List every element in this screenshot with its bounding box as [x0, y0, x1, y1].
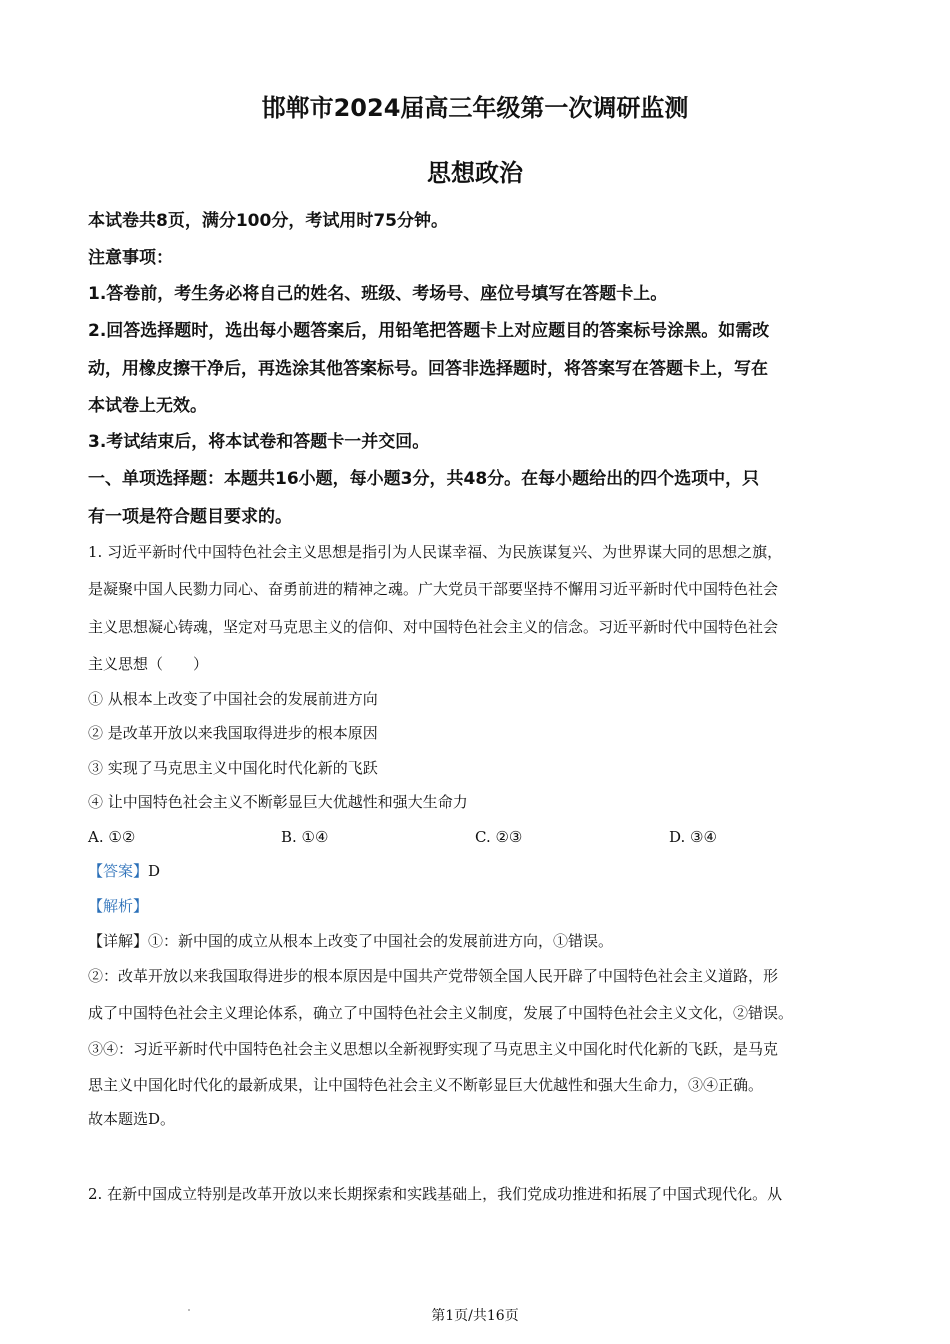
q1-option-b: B. ①④ [281, 828, 329, 846]
q1-option-c: C. ②③ [475, 828, 523, 846]
notice-item-2-line-1: 2.回答选择题时，选出每小题答案后，用铅笔把答题卡上对应题目的答案标号涂黑。如需改 [88, 321, 770, 341]
q1-conclusion: 故本题选D。 [88, 1110, 176, 1128]
exam-summary: 本试卷共8页，满分100分，考试用时75分钟。 [88, 211, 448, 231]
exam-title: 邯郸市2024届高三年级第一次调研监测 [261, 94, 689, 122]
q1-statement: ① 从根本上改变了中国社会的发展前进方向 [88, 690, 378, 708]
q1-detail-line-5: 思主义中国化时代化的最新成果，让中国特色社会主义不断彰显巨大优越性和强大生命力，③④正确。 [88, 1076, 764, 1094]
notice-item-2-line-3: 本试卷上无效。 [88, 396, 207, 416]
answer-tag: 【答案】 [88, 862, 149, 880]
subject-title: 思想政治 [427, 159, 523, 187]
q1-detail-line-4: ③④：习近平新时代中国特色社会主义思想以全新视野实现了马克思主义中国化时代化新的飞跃，是马克 [88, 1040, 779, 1058]
q1-answer [88, 860, 878, 882]
q1-statement: ④ 让中国特色社会主义不断彰显巨大优越性和强大生命力 [88, 793, 468, 811]
q1-detail-line-3: 成了中国特色社会主义理论体系，确立了中国特色社会主义制度，发展了中国特色社会主义文化，②错误。 [88, 1004, 794, 1022]
q1-stem-line-4: 主义思想（ ） [88, 655, 209, 673]
q1-option-d: D. ③④ [669, 828, 717, 846]
q1-detail-line-2: ②：改革开放以来我国取得进步的根本原因是中国共产党带领全国人民开辟了中国特色社会主义道路，形 [88, 967, 779, 985]
page-footer: 第1页/共16页 [431, 1308, 519, 1324]
q1-option-a: A. ①② [88, 828, 136, 846]
q1-statement: ② 是改革开放以来我国取得进步的根本原因 [88, 724, 378, 742]
q1-stem-line-2: 是凝聚中国人民勠力同心、奋勇前进的精神之魂。广大党员干部要坚持不懈用习近平新时代中国特色社会 [88, 580, 779, 598]
notice-item-3: 3.考试结束后，将本试卷和答题卡一并交回。 [88, 432, 430, 452]
section-heading-line-1: 一、单项选择题：本题共16小题，每小题3分，共48分。在每小题给出的四个选项中，只 [88, 469, 760, 489]
q1-stem-line-1: 1. 习近平新时代中国特色社会主义思想是指引为人民谋幸福、为民族谋复兴、为世界谋大同的思想之旗， [88, 543, 783, 561]
answer-value: D [148, 862, 161, 880]
q1-stem-line-3: 主义思想凝心铸魂，坚定对马克思主义的信仰、对中国特色社会主义的信念。习近平新时代中国特色社会 [88, 618, 779, 636]
notice-item-1: 1.答卷前，考生务必将自己的姓名、班级、考场号、座位号填写在答题卡上。 [88, 284, 668, 304]
q2-stem-line-1: 2. 在新中国成立特别是改革开放以来长期探索和实践基础上，我们党成功推进和拓展了中国式现代化。从 [88, 1185, 783, 1203]
notice-item-2-line-2: 动，用橡皮擦干净后，再选涂其他答案标号。回答非选择题时，将答案写在答题卡上，写在 [88, 359, 768, 379]
notice-heading: 注意事项： [88, 248, 173, 268]
q1-detail-line-1: 【详解】①：新中国的成立从根本上改变了中国社会的发展前进方向，①错误。 [88, 932, 614, 950]
analysis-tag: 【解析】 [88, 897, 149, 915]
section-heading-line-2: 有一项是符合题目要求的。 [88, 507, 292, 527]
q1-statement: ③ 实现了马克思主义中国化时代化新的飞跃 [88, 759, 378, 777]
